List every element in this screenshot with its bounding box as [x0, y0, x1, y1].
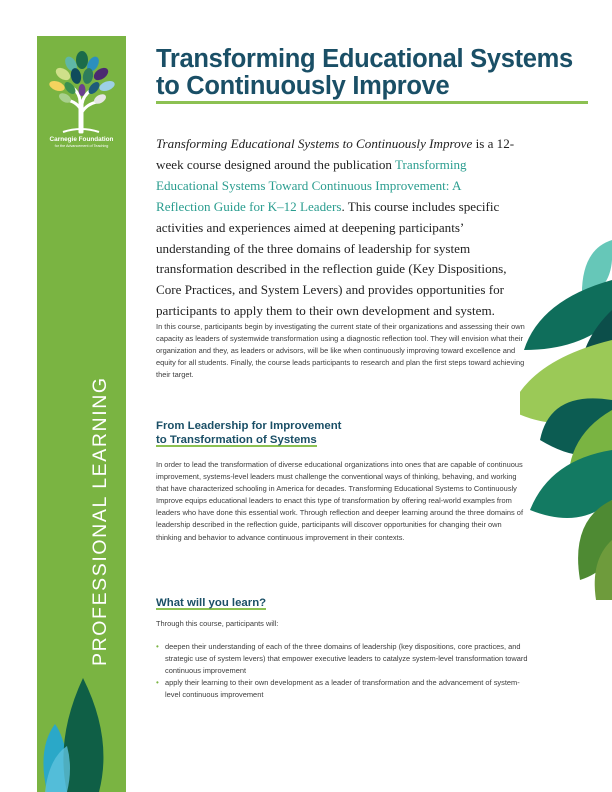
section-heading-transformation	[156, 419, 341, 447]
section-body-transformation: In order to lead the transformation of diverse educational organizations into ones that are capable of continuous improvement, systems-level leaders must challenge the conventional ways of thinking, behaving, and working that have characterized schooling in America for decades. Transforming Educational Systems to Continuously Improve equips educational leaders to enact this type of transformation by offering real-world examples from leaders who have done this essential work. Through reflection and deeper learning around the three domains of leadership described in the reflection guide, participants will discover opportunities for changing their own thinking and behavior to advance continuous improvement in their contexts.	[156, 460, 524, 542]
list-item	[156, 641, 528, 677]
vertical-section-label: PROFESSIONAL LEARNING	[89, 376, 111, 666]
tree-logo-icon	[43, 46, 121, 136]
course-overview-paragraph: In this course, participants begin by investigating the current state of their organizations and assessing their own capacity as leaders of systemwide transformation using a diagnostic reflection tool. They will envision what their organization and they, as leaders or advisors, will be like when continuously improving toward excellence and equity for all students. Finally, the course leads participants to research and plan the first steps toward achieving their target.	[156, 322, 525, 380]
section-heading-line-1: From Leadership for Improvement	[156, 420, 342, 432]
intro-paragraph	[156, 134, 516, 322]
course-title: Transforming Educational Systems to Continuously Improve	[156, 136, 473, 151]
intro-text-b: . This course includes specific activities and experiences aimed at deepening participants’ understanding of the three domains of leadership for system transformation described in the reflection guide (Key Dispositions, Core Practices, and System Levers) and provides opportunities for participants to apply them to their own development and system.	[156, 198, 507, 319]
org-subtitle: for the Advancement of Teaching	[54, 144, 109, 148]
list-item	[156, 677, 528, 701]
leaf-decoration-icon	[520, 240, 612, 600]
title-underline	[156, 101, 588, 104]
bullet-icon: •	[156, 678, 159, 688]
intro-text-a: is a 12-week course designed around the publication	[156, 136, 515, 172]
list-item-text: apply their learning to their own development as a leader of transformation and the advancement of system-level continuous improvement	[165, 678, 520, 700]
sidebar-band	[37, 36, 126, 792]
leaf-decoration-icon	[37, 648, 126, 792]
publication-link[interactable]: Transforming Educational Systems Toward Continuous Improvement: A Reflection Guide for K–12 Leaders	[156, 156, 467, 214]
org-name: Carnegie Foundation	[49, 136, 114, 143]
bullet-icon: •	[156, 642, 159, 651]
learn-intro: Through this course, participants will:	[156, 619, 279, 628]
list-item-text: deepen their understanding of each of the three domains of leadership (key dispositions, core practices, and strategic use of system levers) that empower executive leaders to catalyze system-level transformation toward continuous improvement	[165, 642, 528, 676]
section-heading-learn	[156, 596, 266, 610]
title-line-2: to Continuously Improve	[156, 72, 450, 100]
title-line-1: Transforming Educational Systems	[156, 45, 573, 73]
section-heading-line-2: to Transformation of Systems	[156, 434, 317, 446]
page-title	[156, 46, 596, 100]
learning-outcomes-list	[156, 641, 528, 701]
section-heading-learn-text: What will you learn?	[156, 597, 267, 609]
